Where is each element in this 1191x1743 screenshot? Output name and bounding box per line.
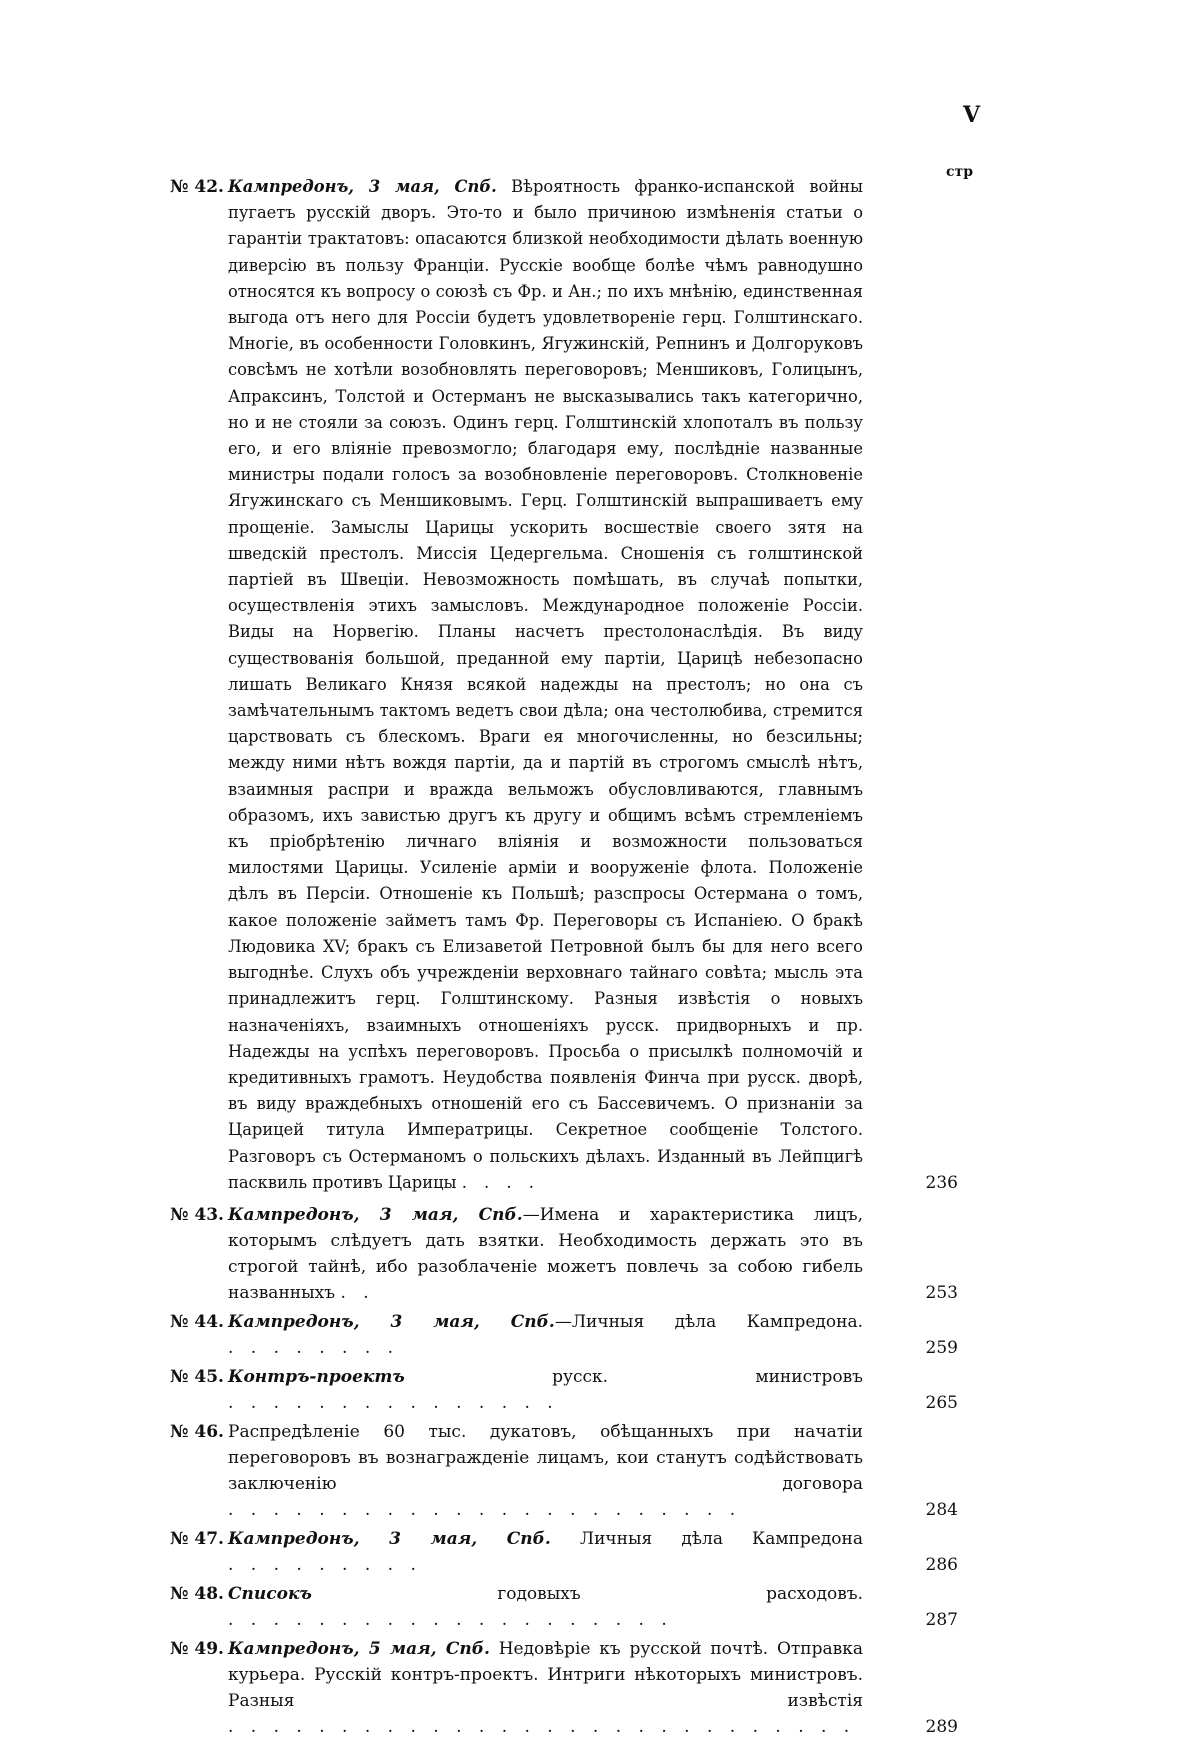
entry-page: 289	[925, 1716, 958, 1737]
entry-page: 284	[925, 1499, 958, 1520]
dot-leader: . .	[340, 1282, 375, 1303]
entry-text: Недовѣріе къ русской почтѣ. Отправка курьера. Русскій контръ-проектъ. Интриги нѣкоторыхъ министровъ. Разныя извѣстія	[228, 1638, 863, 1711]
entry-body	[228, 1419, 863, 1523]
toc-entry	[170, 1581, 970, 1633]
entry-body	[228, 174, 863, 1196]
page-number: V	[963, 102, 981, 128]
dot-leader: . . . . . . . . .	[228, 1554, 422, 1575]
table-of-contents	[170, 174, 970, 1743]
entry-page: 286	[925, 1554, 958, 1575]
entry-text: —Личныя дѣла Кампредона.	[554, 1311, 863, 1332]
toc-entry	[170, 1309, 970, 1361]
entry-number: № 46.	[170, 1421, 224, 1442]
entry-text: —Имена и характеристика лицъ, которымъ слѣдуетъ дать взятки. Необходимость держать это въ строгой тайнѣ, ибо разоблаченіе можетъ повлечь за собою гибель названныхъ	[228, 1204, 863, 1303]
dot-leader: . . . . . . . . . . . . . . . . . . . . . . . . . . . .	[228, 1716, 856, 1737]
entry-page: 287	[925, 1609, 958, 1630]
page-column-label: стр	[946, 164, 973, 180]
entry-page: 253	[925, 1282, 958, 1303]
entry-body	[228, 1309, 863, 1361]
entry-header: Кампредонъ, 5 мая, Спб.	[228, 1638, 490, 1659]
entry-text: Личныя дѣла Кампредона	[579, 1528, 863, 1549]
entry-text: Распредѣленіе 60 тыс. дукатовъ, обѣщанныхъ при начатіи переговоровъ въ вознагражденіе лицамъ, кои станутъ содѣйствовать заключенію договора	[228, 1421, 863, 1494]
entry-page: 265	[925, 1392, 958, 1413]
entry-page: 259	[925, 1337, 958, 1358]
entry-number: № 49.	[170, 1638, 224, 1659]
dot-leader: . . . . . . . . . . . . . . . . . . . .	[228, 1609, 673, 1630]
entry-body	[228, 1581, 863, 1633]
entry-header: Списокъ	[228, 1583, 312, 1604]
entry-number: № 47.	[170, 1528, 224, 1549]
entry-header: Кампредонъ, 3 мая, Спб.	[228, 1311, 555, 1332]
toc-entry	[170, 1526, 970, 1578]
entry-text: годовыхъ расходовъ.	[497, 1583, 864, 1604]
entry-number: № 43.	[170, 1204, 224, 1225]
entry-body	[228, 1636, 863, 1740]
toc-entry	[170, 1202, 970, 1306]
toc-entry	[170, 1636, 970, 1740]
toc-entry	[170, 174, 970, 1196]
entry-number: № 42.	[170, 177, 224, 197]
entry-body	[228, 1526, 863, 1578]
entry-body	[228, 1202, 863, 1306]
dot-leader: . . . . . . . .	[228, 1337, 400, 1358]
dot-leader: . . . . . . . . . . . . . . .	[228, 1392, 559, 1413]
toc-entry	[170, 1364, 970, 1416]
entry-header: Кампредонъ, 3 мая, Спб.	[228, 1204, 523, 1225]
entry-body	[228, 1364, 863, 1416]
entry-number: № 45.	[170, 1366, 224, 1387]
entry-number: № 44.	[170, 1311, 224, 1332]
dot-leader: . . . . . . . . . . . . . . . . . . . . . . .	[228, 1499, 742, 1520]
entry-text: русск. министровъ	[552, 1366, 863, 1387]
dot-leader: . . . .	[461, 1172, 540, 1192]
entry-number: № 48.	[170, 1583, 224, 1604]
entry-page: 236	[925, 1172, 958, 1193]
toc-entry	[170, 1419, 970, 1523]
entry-text: Вѣроятность франко-испанской войны пугаетъ русскій дворъ. Это-то и было причиною измѣненія статьи о гарантіи трактатовъ: опасаются близкой необходимости дѣлать военную диверсію въ пользу Франціи. Русскіе вообще болѣе чѣмъ равнодушно относятся къ вопросу о союзѣ съ Фр. и Ан.; по ихъ мнѣнію, единственная выгода отъ него для Россіи будетъ удовлетвореніе герц. Голштинскаго. Многіе, въ особенности Головкинъ, Ягужинскій, Репнинъ и Долгоруковъ совсѣмъ не хотѣли возобновлять переговоровъ; Меншиковъ, Голицынъ, Апраксинъ, Толстой и Остерманъ не высказывались такъ категорично, но и не стояли за союзъ. Одинъ герц. Голштинскій хлопоталъ въ пользу его, и его вліяніе превозмогло; благодаря ему, послѣдніе названные министры подали голосъ за возобновленіе переговоровъ. Столкновеніе Ягужинскаго съ Меншиковымъ. Герц. Голштинскій выпрашиваетъ ему прощеніе. Замыслы Царицы ускорить восшествіе своего зятя на шведскій престолъ. Миссія Цедергельма. Сношенія съ голштинской партіей въ Швеціи. Невозможность помѣшать, въ случаѣ попытки, осуществленія этихъ замысловъ. Международное положеніе Россіи. Виды на Норвегію. Планы насчетъ престолонаслѣдія. Въ виду существованія большой, преданной ему партіи, Царицѣ небезопасно лишать Великаго Князя всякой надежды на престолъ; но она съ замѣчательнымъ тактомъ ведетъ свои дѣла; она честолюбива, стремится царствовать съ блескомъ. Враги ея многочисленны, но безсильны; между ними нѣтъ вождя партіи, да и партій въ строгомъ смыслѣ нѣтъ, взаимныя распри и вражда вельможъ обусловливаются, главнымъ образомъ, ихъ завистью другъ къ другу и общимъ всѣмъ стремленіемъ къ пріобрѣтенію личнаго вліянія и возможности пользоваться милостями Царицы. Усиленіе арміи и вооруженіе флота. Положеніе дѣлъ въ Персіи. Отношеніе къ Польшѣ; разспросы Остермана о томъ, какое положеніе займетъ тамъ Фр. Переговоры съ Испаніею. О бракѣ Людовика XV; бракъ съ Елизаветой Петровной былъ бы для него всего выгоднѣе. Слухъ объ учрежденіи верховнаго тайнаго совѣта; мысль эта принадлежитъ герц. Голштинскому. Разныя извѣстія о новыхъ назначеніяхъ, взаимныхъ отношеніяхъ русск. придворныхъ и пр. Надежды на успѣхъ переговоровъ. Просьба о присылкѣ полномочій и кредитивныхъ грамотъ. Неудобства появленія Финча при русск. дворѣ, въ виду враждебныхъ отношеній его съ Бассевичемъ. О признаніи за Царицей титула Императрицы. Секретное сообщеніе Толстого. Разговоръ съ Остерманомъ о польскихъ дѣлахъ. Изданный въ Лейпцигѣ пасквиль противъ Царицы	[228, 177, 863, 1192]
entry-header: Контръ-проектъ	[228, 1366, 405, 1387]
entry-header: Кампредонъ, 3 мая, Спб.	[228, 1528, 551, 1549]
entry-header: Кампредонъ, 3 мая, Спб.	[228, 177, 497, 196]
